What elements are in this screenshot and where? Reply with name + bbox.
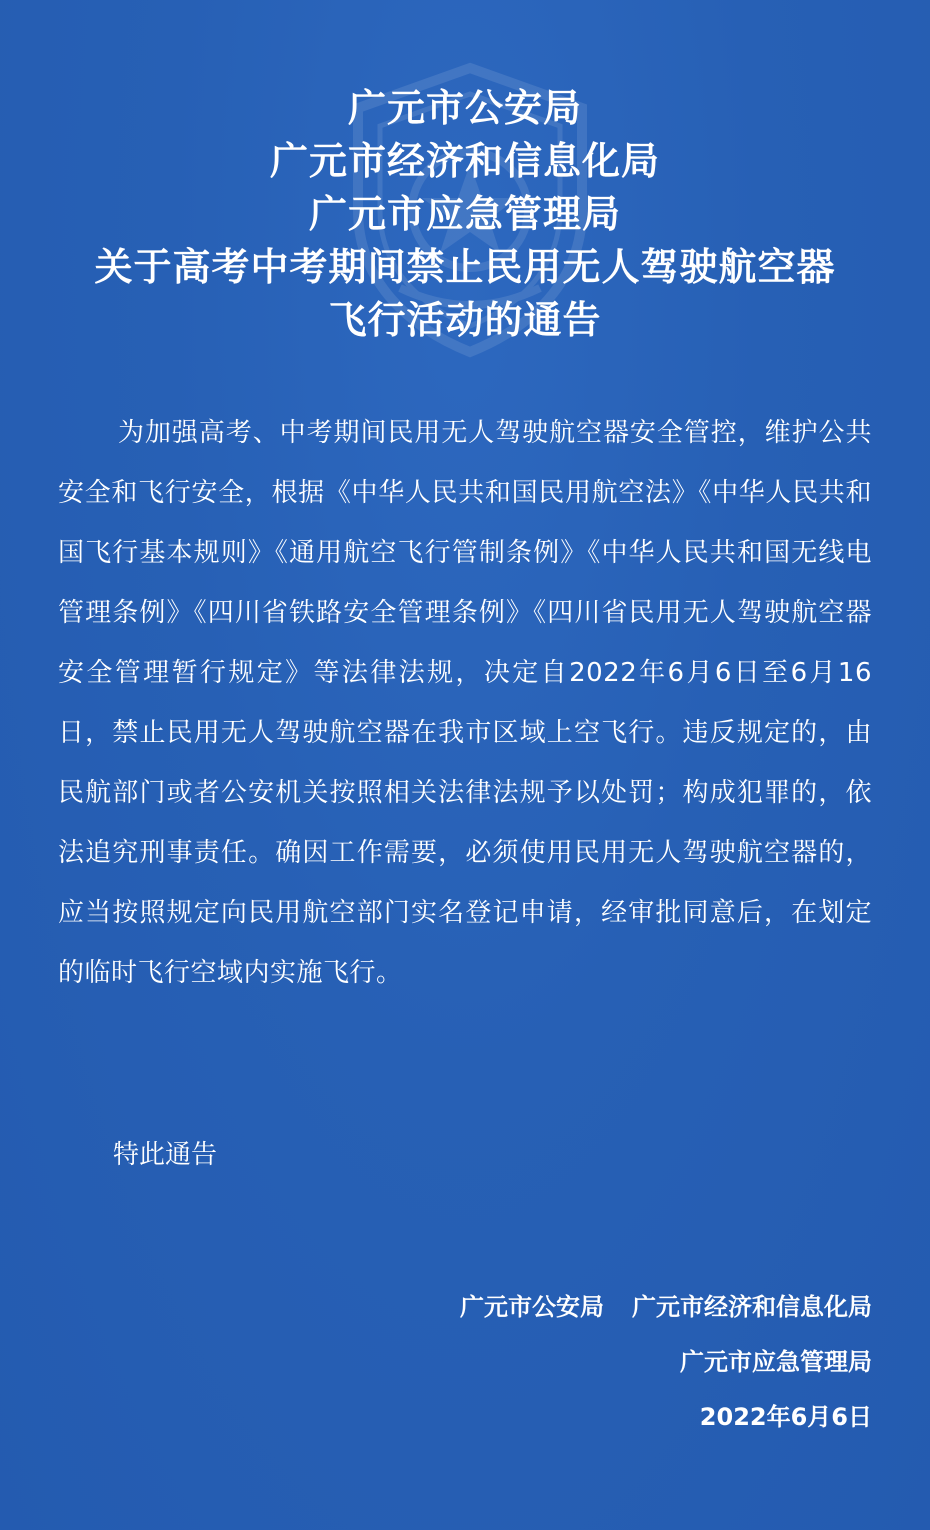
closing-phrase: 特此通告 [113,1140,218,1170]
notice-title [0,82,930,347]
issuer-emergency-management: 广元市应急管理局 [680,1348,872,1376]
signature-line-1 [272,1280,872,1335]
notice-body-paragraph: 为加强高考、中考期间民用无人驾驶航空器安全管控，维护公共安全和飞行安全，根据《中华人民共和国民用航空法》《中华人民共和国飞行基本规则》《通用航空飞行管制条例》《中华人民共和国无线电管理条例》《四川省铁路安全管理条例》《四川省民用无人驾驶航空器安全管理暂行规定》等法律法规，决定自2022年6月6日至6月16日，禁止民用无人驾驶航空器在我市区域上空飞行。违反规定的，由民航部门或者公安机关按照相关法律法规予以处罚；构成犯罪的，依法追究刑事责任。确因工作需要，必须使用民用无人驾驶航空器的，应当按照规定向民用航空部门实名登记申请，经审批同意后，在划定的临时飞行空域内实施飞行。 [58,418,872,988]
issuer-public-security: 广元市公安局 [460,1293,604,1321]
title-line-2: 广元市经济和信息化局 [269,139,660,183]
signature-block [272,1280,872,1445]
title-line-4: 关于高考中考期间禁止民用无人驾驶航空器 [94,245,836,289]
title-line-5: 飞行活动的通告 [328,298,602,342]
title-line-3: 广元市应急管理局 [308,192,621,236]
notice-date: 2022年6月6日 [699,1403,872,1431]
title-line-1: 广元市公安局 [347,86,582,130]
issuer-economy-info: 广元市经济和信息化局 [632,1293,872,1321]
